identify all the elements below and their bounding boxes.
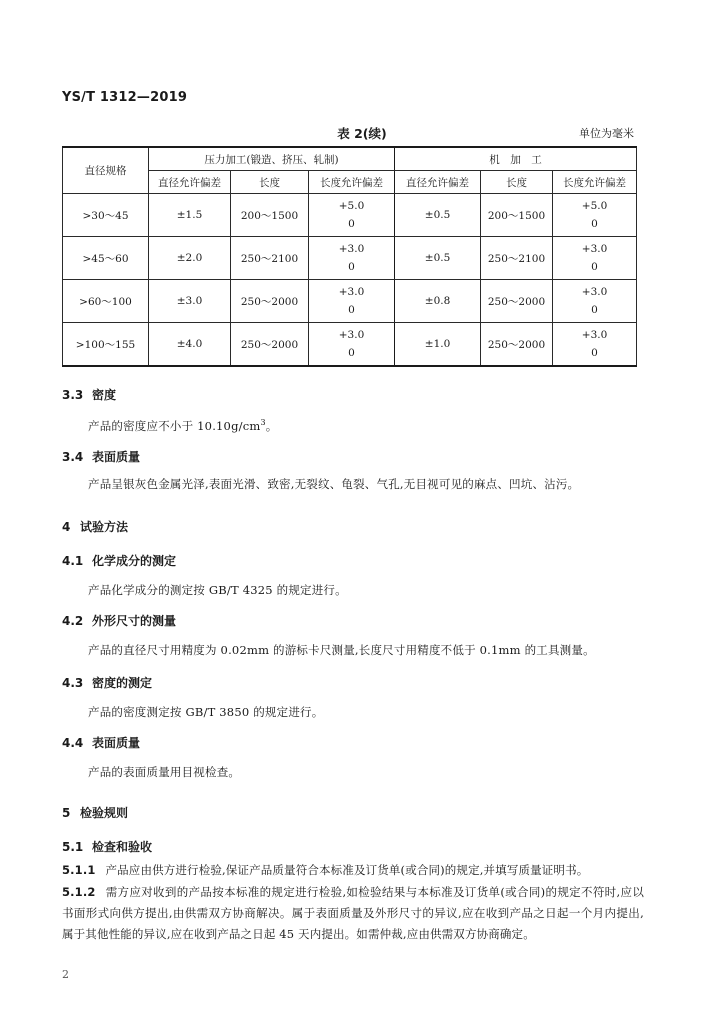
- header-sub-p-tol: 长度允许偏差: [309, 171, 395, 194]
- section-title: 检查和验收: [92, 840, 153, 854]
- section-heading-3-4: [62, 448, 140, 465]
- cell-p-dia: ±3.0: [149, 280, 231, 323]
- clause-number: 5.1.1: [62, 863, 96, 877]
- cell-m-tol: [553, 237, 637, 280]
- tol-lower: 0: [348, 261, 355, 273]
- tol-lower: 0: [591, 347, 598, 359]
- section-number: 4.4: [62, 736, 84, 750]
- section-body-4-4: 产品的表面质量用目视检查。: [88, 765, 241, 779]
- tol-upper: +3.0: [581, 286, 608, 298]
- section-body-4-1: 产品化学成分的测定按 GB/T 4325 的规定进行。: [88, 583, 347, 597]
- header-diameter-spec: 直径规格: [63, 147, 149, 194]
- section-title: 表面质量: [92, 736, 141, 750]
- page-number: 2: [62, 968, 69, 981]
- cell-m-len: 250～2000: [481, 323, 553, 367]
- tol-upper: +3.0: [338, 243, 365, 255]
- table-row: [63, 194, 637, 237]
- tol-lower: 0: [591, 261, 598, 273]
- section-heading-4-2: [62, 612, 176, 629]
- section-number: 4: [62, 520, 71, 534]
- section-title: 密度的测定: [92, 676, 153, 690]
- cell-p-tol: [309, 280, 395, 323]
- table-row: [63, 237, 637, 280]
- tol-lower: 0: [591, 218, 598, 230]
- header-sub-p-len: 长度: [231, 171, 309, 194]
- cell-m-dia: ±0.5: [395, 237, 481, 280]
- header-group-machine: 机 加 工: [395, 147, 637, 171]
- tol-upper: +3.0: [581, 243, 608, 255]
- section-heading-4-3: [62, 674, 152, 691]
- section-body-4-2: 产品的直径尺寸用精度为 0.02mm 的游标卡尺测量,长度尺寸用精度不低于 0.1mm 的工具测量。: [88, 643, 595, 657]
- clause-5-1-2: [62, 882, 644, 945]
- section-title: 检验规则: [80, 806, 129, 820]
- tol-lower: 0: [348, 218, 355, 230]
- tolerance-table: [62, 146, 637, 367]
- header-sub-m-dia: 直径允许偏差: [395, 171, 481, 194]
- cell-p-len: 250～2000: [231, 323, 309, 367]
- cell-m-dia: ±1.0: [395, 323, 481, 367]
- cell-spec: >30～45: [63, 194, 149, 237]
- tol-lower: 0: [348, 347, 355, 359]
- tol-upper: +5.0: [338, 200, 365, 212]
- section-heading-4: [62, 518, 128, 535]
- cell-p-len: 250～2100: [231, 237, 309, 280]
- cell-p-len: 250～2000: [231, 280, 309, 323]
- section-heading-4-1: [62, 552, 176, 569]
- section-number: 4.1: [62, 554, 84, 568]
- section-number: 4.2: [62, 614, 84, 628]
- section-title: 密度: [92, 388, 117, 402]
- density-text-end: 。: [265, 419, 278, 433]
- table-row: [63, 280, 637, 323]
- cell-p-dia: ±2.0: [149, 237, 231, 280]
- header-sub-m-len: 长度: [481, 171, 553, 194]
- cell-p-dia: ±4.0: [149, 323, 231, 367]
- cell-m-dia: ±0.8: [395, 280, 481, 323]
- section-title: 外形尺寸的测量: [92, 614, 177, 628]
- section-number: 5.1: [62, 840, 84, 854]
- cell-m-len: 250～2100: [481, 237, 553, 280]
- clause-text: 需方应对收到的产品按本标准的规定进行检验,如检验结果与本标准及订货单(或合同)的规定不符时,应以书面形式向供方提出,由供需双方协商解决。属于表面质量及外形尺寸的异议,应在收到产品之日起一个月内提出,属于其他性能的异议,应在收到产品之日起 45 天内提出。如需仲裁,应由供需双方协商确定。: [62, 885, 644, 941]
- section-heading-4-4: [62, 734, 140, 751]
- clause-text: 产品应由供方进行检验,保证产品质量符合本标准及订货单(或合同)的规定,并填写质量证明书。: [105, 863, 589, 877]
- cell-p-tol: [309, 237, 395, 280]
- section-number: 5: [62, 806, 71, 820]
- cell-spec: >100～155: [63, 323, 149, 367]
- section-title: 试验方法: [80, 520, 129, 534]
- density-superscript: 3: [260, 418, 266, 428]
- tol-lower: 0: [591, 304, 598, 316]
- cell-spec: >60～100: [63, 280, 149, 323]
- cell-p-dia: ±1.5: [149, 194, 231, 237]
- section-heading-3-3: [62, 386, 116, 403]
- cell-spec: >45～60: [63, 237, 149, 280]
- section-heading-5: [62, 804, 128, 821]
- cell-m-tol: [553, 323, 637, 367]
- clause-5-1-1: [62, 860, 644, 881]
- header-sub-m-tol: 长度允许偏差: [553, 171, 637, 194]
- section-heading-5-1: [62, 838, 152, 855]
- cell-p-tol: [309, 323, 395, 367]
- cell-p-len: 200～1500: [231, 194, 309, 237]
- tol-upper: +3.0: [338, 329, 365, 341]
- tol-lower: 0: [348, 304, 355, 316]
- density-text: 产品的密度应不小于 10.10g/cm: [88, 419, 261, 433]
- cell-m-len: 250～2000: [481, 280, 553, 323]
- section-number: 4.3: [62, 676, 84, 690]
- section-body-3-4: 产品呈银灰色金属光泽,表面光滑、致密,无裂纹、龟裂、气孔,无目视可见的麻点、凹坑、沾污。: [88, 477, 580, 491]
- clause-number: 5.1.2: [62, 885, 96, 899]
- header-sub-p-dia: 直径允许偏差: [149, 171, 231, 194]
- cell-p-tol: [309, 194, 395, 237]
- header-group-pressure: 压力加工(锻造、挤压、轧制): [149, 147, 395, 171]
- section-number: 3.4: [62, 450, 84, 464]
- cell-m-tol: [553, 280, 637, 323]
- unit-note: 单位为毫米: [579, 127, 634, 140]
- section-body-4-3: 产品的密度测定按 GB/T 3850 的规定进行。: [88, 705, 324, 719]
- section-title: 表面质量: [92, 450, 141, 464]
- cell-m-len: 200～1500: [481, 194, 553, 237]
- standard-code: YS/T 1312—2019: [62, 90, 188, 105]
- tol-upper: +3.0: [338, 286, 365, 298]
- cell-m-dia: ±0.5: [395, 194, 481, 237]
- table-row: [63, 323, 637, 367]
- tol-upper: +3.0: [581, 329, 608, 341]
- tol-upper: +5.0: [581, 200, 608, 212]
- section-number: 3.3: [62, 388, 84, 402]
- section-body-3-3: [88, 418, 277, 434]
- section-title: 化学成分的测定: [92, 554, 177, 568]
- cell-m-tol: [553, 194, 637, 237]
- table-title: 表 2(续): [337, 126, 387, 141]
